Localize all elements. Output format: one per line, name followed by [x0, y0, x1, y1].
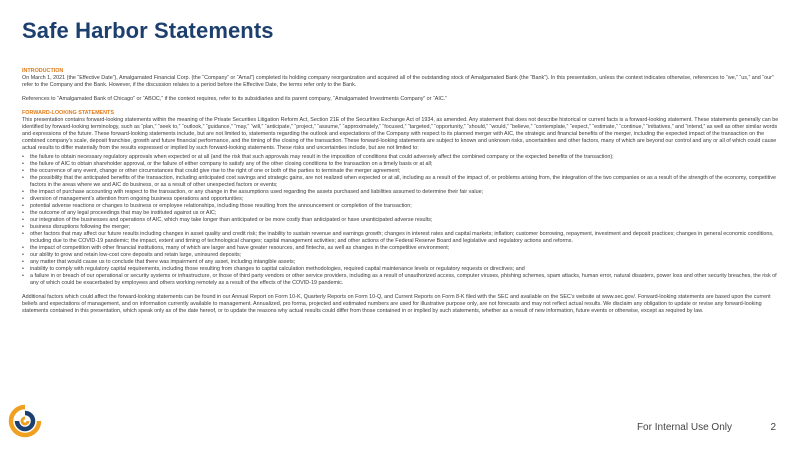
list-item: • inability to comply with regulatory capital requirements, including those resulting from changes to capital calculation methodologies, required capital maintenance levels or regulatory requests or directives; and	[22, 266, 784, 273]
list-item: • business disruptions following the merger;	[22, 224, 784, 231]
list-item: • the possibility that the anticipated benefits of the transaction, including anticipated cost savings and strategic gains, are not realized when expected or at all, including as a result of the impact of, or problems arising from, the integration of the two companies or as a result of the strength of the economy, competitive factors in the areas where we and AIC do business, or as a result of other unexpected factors or events;	[22, 175, 784, 189]
list-item: • our ability to grow and retain low-cost core deposits and retain large, uninsured deposits;	[22, 252, 784, 259]
list-item: • the failure to obtain necessary regulatory approvals when expected or at all (and the risk that such approvals may result in the imposition of conditions that could adversely affect the combined company or the expected benefits of the transaction);	[22, 154, 784, 161]
references-paragraph: References to “Amalgamated Bank of Chicago” or “ABOC,” if the context requires, refer to its subsidiaries and its parent company, “Amalgamated Investments Company” or “AIC.”	[22, 96, 448, 102]
list-item: • our integration of the businesses and operations of AIC, which may take longer than anticipated or be more costly than anticipated or have unanticipated adverse results;	[22, 217, 784, 224]
amalgamated-logo-icon	[8, 404, 42, 438]
introduction-paragraph: On March 1, 2021 (the “Effective Date”), Amalgamated Financial Corp. (the “Company” or “Amal”) completed its holding company reorganization and acquired all of the outstanding stock of Amalgamated Bank (the “Bank”). In this presentation, unless the context indicates otherwise, references to “we,” “us,” and “our” refer to the Company and the Bank. However, if the discussion relates to a period before the Effective Date, the terms refer only to the Bank.	[22, 75, 774, 88]
introduction-heading: INTRODUCTION	[22, 68, 64, 74]
internal-use-label: For Internal Use Only	[636, 422, 732, 433]
closing-paragraph: Additional factors which could affect the forward-looking statements can be found in our Annual Report on Form 10-K, Quarterly Reports on Form 10-Q, and Current Reports on Form 8-K filed with the SEC and available on the SEC’s website at www.sec.gov/. Forward-looking statements are based upon the current beliefs and expectations of management, and on information currently available to management. Annualized, pro forma, projected and estimated numbers are used for illustrative purpose only, are not forecasts and may not reflect actual results. We disclaim any obligation to update or revise any forward-looking statements contained in this presentation, which speak only as of the date hereof, or to update the reasons why actual results could differ from those contained in or implied by such statements, whether as a result of new information, future events or otherwise, except as required by law.	[22, 294, 771, 314]
page-title: Safe Harbor Statements	[22, 18, 274, 43]
list-item: • a failure in or breach of our operational or security systems or infrastructure, or those of third party vendors or other service providers, including as a result of unauthorized access, computer viruses, phishing schemes, spam attacks, human error, natural disasters, power loss and other security breaches, the risk of any of which could be exacerbated by employees and others working remotely as a result of the effects of the COVID-19 pandemic.	[22, 273, 784, 287]
list-item: • diversion of management’s attention from ongoing business operations and opportunities;	[22, 196, 784, 203]
list-item: • the failure of AIC to obtain shareholder approval, or the failure of either company to satisfy any of the other closing conditions to the transaction on a timely basis or at all;	[22, 161, 784, 168]
safe-harbor-body	[22, 68, 784, 322]
list-item: • the impact of competition with other financial institutions, many of which are larger and have greater resources, and fintechs, as well as changes in the competitive environment;	[22, 245, 784, 252]
forward-looking-heading: FORWARD-LOOKING STATEMENTS	[22, 110, 114, 116]
risk-factor-list	[22, 154, 784, 287]
page-number: 2	[770, 422, 776, 433]
list-item: • the outcome of any legal proceedings that may be instituted against us or AIC;	[22, 210, 784, 217]
list-item: • other factors that may affect our future results including changes in asset quality and credit risk; the inability to sustain revenue and earnings growth; changes in interest rates and capital markets; inflation; customer borrowing, repayment, investment and deposit practices; changes in general economic conditions, including due to the COVID-19 pandemic; the impact, extent and timing of technological changes; capital management activities; and other actions of the Federal Reserve Board and legislative and regulatory actions and reforms.	[22, 231, 784, 245]
list-item: • the impact of purchase accounting with respect to the transaction, or any change in the assumptions used regarding the assets purchased and liabilities assumed to determine their fair value;	[22, 189, 784, 196]
forward-looking-paragraph: This presentation contains forward-looking statements within the meaning of the Private Securities Litigation Reform Act, Section 21E of the Securities Exchange Act of 1934, as amended. Any statement that does not describe historical or current facts is a forward-looking statement. These statements generally can be identified by forward-looking terminology, such as “plan,” “seek to,” “outlook,” “guidance,” “may,” “will,” “anticipate,” “project,” “assume,” “approximately,” “focused,” “targeted,” “opportunity,” “should,” “would,” “believe,” “contemplate,” “expect,” “estimate,” “continue,” “initiatives,” and “intend,” as well as other similar words and expressions of the future. These forward-looking statements include, but are not limited to, statements regarding the outlook and expectations of the Company with respect to its planned merger with AIC, the strategic and financial benefits of the merger, including the expected impact of the transaction on the combined company’s scale, deposit franchise, growth and future financial performance, and the timing of the closing of the transaction. These forward-looking statements are subject to known and unknown risks, uncertainties and other factors, many of which are beyond our control and any or all of which could cause actual results to differ materially from the results expressed or implied by such forward-looking statements. These risks and uncertainties include, but are not limited to:	[22, 117, 779, 151]
list-item: • any matter that would cause us to conclude that there was impairment of any asset, including intangible assets;	[22, 259, 784, 266]
list-item: • the occurrence of any event, change or other circumstances that could give rise to the right of one or both of the parties to terminate the merger agreement;	[22, 168, 784, 175]
list-item: • potential adverse reactions or changes to business or employee relationships, including those resulting from the announcement or completion of the transaction;	[22, 203, 784, 210]
